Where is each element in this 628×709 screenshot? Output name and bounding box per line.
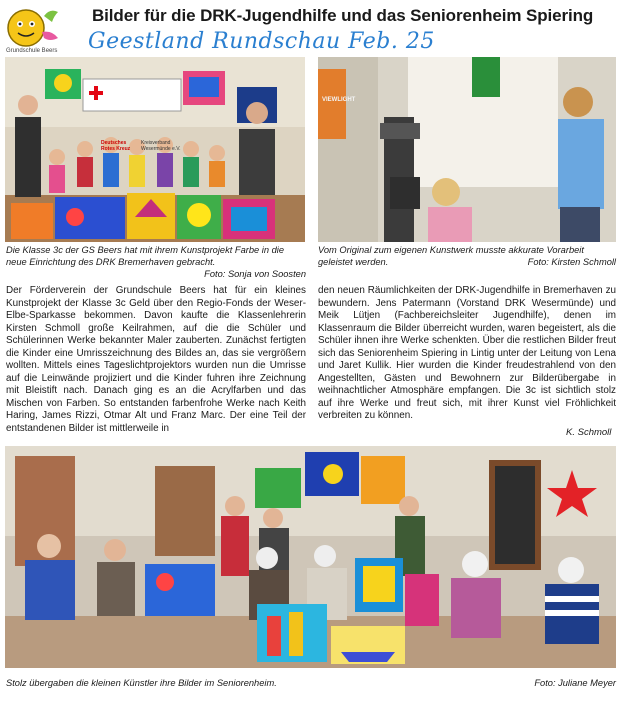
projector-brand-label: VIEWLIGHT: [322, 97, 356, 103]
article-column-1: Der Förderverein der Grundschule Beers hat für ein kleines Kunstprojekt der Klasse 3c Geld über den Regio-Fonds der Weser-Elbe-Sparkasse bekommen. Davon kaufte die Klassenlehrerin Kirsten Schmoll große Keilrahmen, auf die die Schüler und Schülerinnen Werke bekannter Maler zauberten. Zunächst fertigten die Kinder eine Umrisszeichnung des Bildes an, das sie vergrößern wollten. Mittels eines Tageslichtprojektors wurden nun die Umrisse auf die Leinwände projiziert und die Kinder fuhren ihre Zeichnung mit Bleistift nach. Danach ging es an die Acrylfarben und das Mischen von Farben. So entstanden farbenfrohe Werke nach Keith Haring, James Rizzi, Otmar Alt und Franz Marc. Der eine Teil der entstandenen Bilder ist mittlerweile in: [6, 285, 306, 435]
article-headline: Bilder für die DRK-Jugendhilfe und das Seniorenheim Spiering: [92, 6, 594, 25]
caption-top-right-text: Vom Original zum eigenen Kunstwerk musste akkurate Vorarbeit geleistet werden.: [318, 245, 584, 267]
photo-class-drk: [5, 57, 305, 242]
caption-top-left-text: Die Klasse 3c der GS Beers hat mit ihrem Kunstprojekt Farbe in die neue Einrichtung des DRK Bremerhaven gebracht.: [6, 245, 284, 267]
credit-bottom: Foto: Juliane Meyer: [534, 678, 616, 688]
handwritten-source-note: Geestland Rundschau Feb. 25: [88, 29, 435, 54]
article-column-2: den neuen Räumlichkeiten der DRK-Jugendhilfe in Bremerhaven zu bewundern. Jens Patermann (Vorstand DRK Wesermünde) und Meik Lütjen (Fachbereichsleiter Jugendhilfe), denen im Klassenraum die Bilder überreicht wurden, waren begeistert, als die Schüler ihnen ihre Werke schenkten. Über die restlichen Bilder freut sich das Seniorenheim Spiering in Lintig unter der Leitung von Lena und Jaret Kullik. Hier wurden die Kinder freudestrahlend von den Angestellten, Gästen und Bewohnern zur Bilderübergabe in weihnachtlicher Atmosphäre empfangen. Die 3c ist sichtlich stolz auf ihre Werke und freut sich, mit ihrer Kunst viel Fröhlichkeit verbreiten zu können.: [318, 285, 616, 422]
school-logo: [4, 2, 74, 52]
photo-projector-tracing: [318, 57, 616, 242]
sign-drk-name: Deutsches Rotes Kreuz: [101, 140, 131, 152]
logo-text: Grundschule Beers: [6, 48, 58, 54]
caption-top-right: [318, 244, 616, 268]
credit-top-left: Foto: Sonja von Soosten: [204, 269, 306, 279]
article-signature: K. Schmoll: [566, 427, 612, 438]
photo-seniors-home: [5, 446, 616, 668]
credit-top-right: Foto: Kirsten Schmoll: [527, 257, 616, 267]
caption-top-left: [6, 244, 306, 280]
caption-bottom: [6, 677, 616, 689]
sign-drk-region: Kreisverband Wesermünde e.V.: [141, 140, 181, 152]
caption-bottom-text: Stolz übergaben die kleinen Künstler ihre Bilder im Seniorenheim.: [6, 678, 277, 688]
